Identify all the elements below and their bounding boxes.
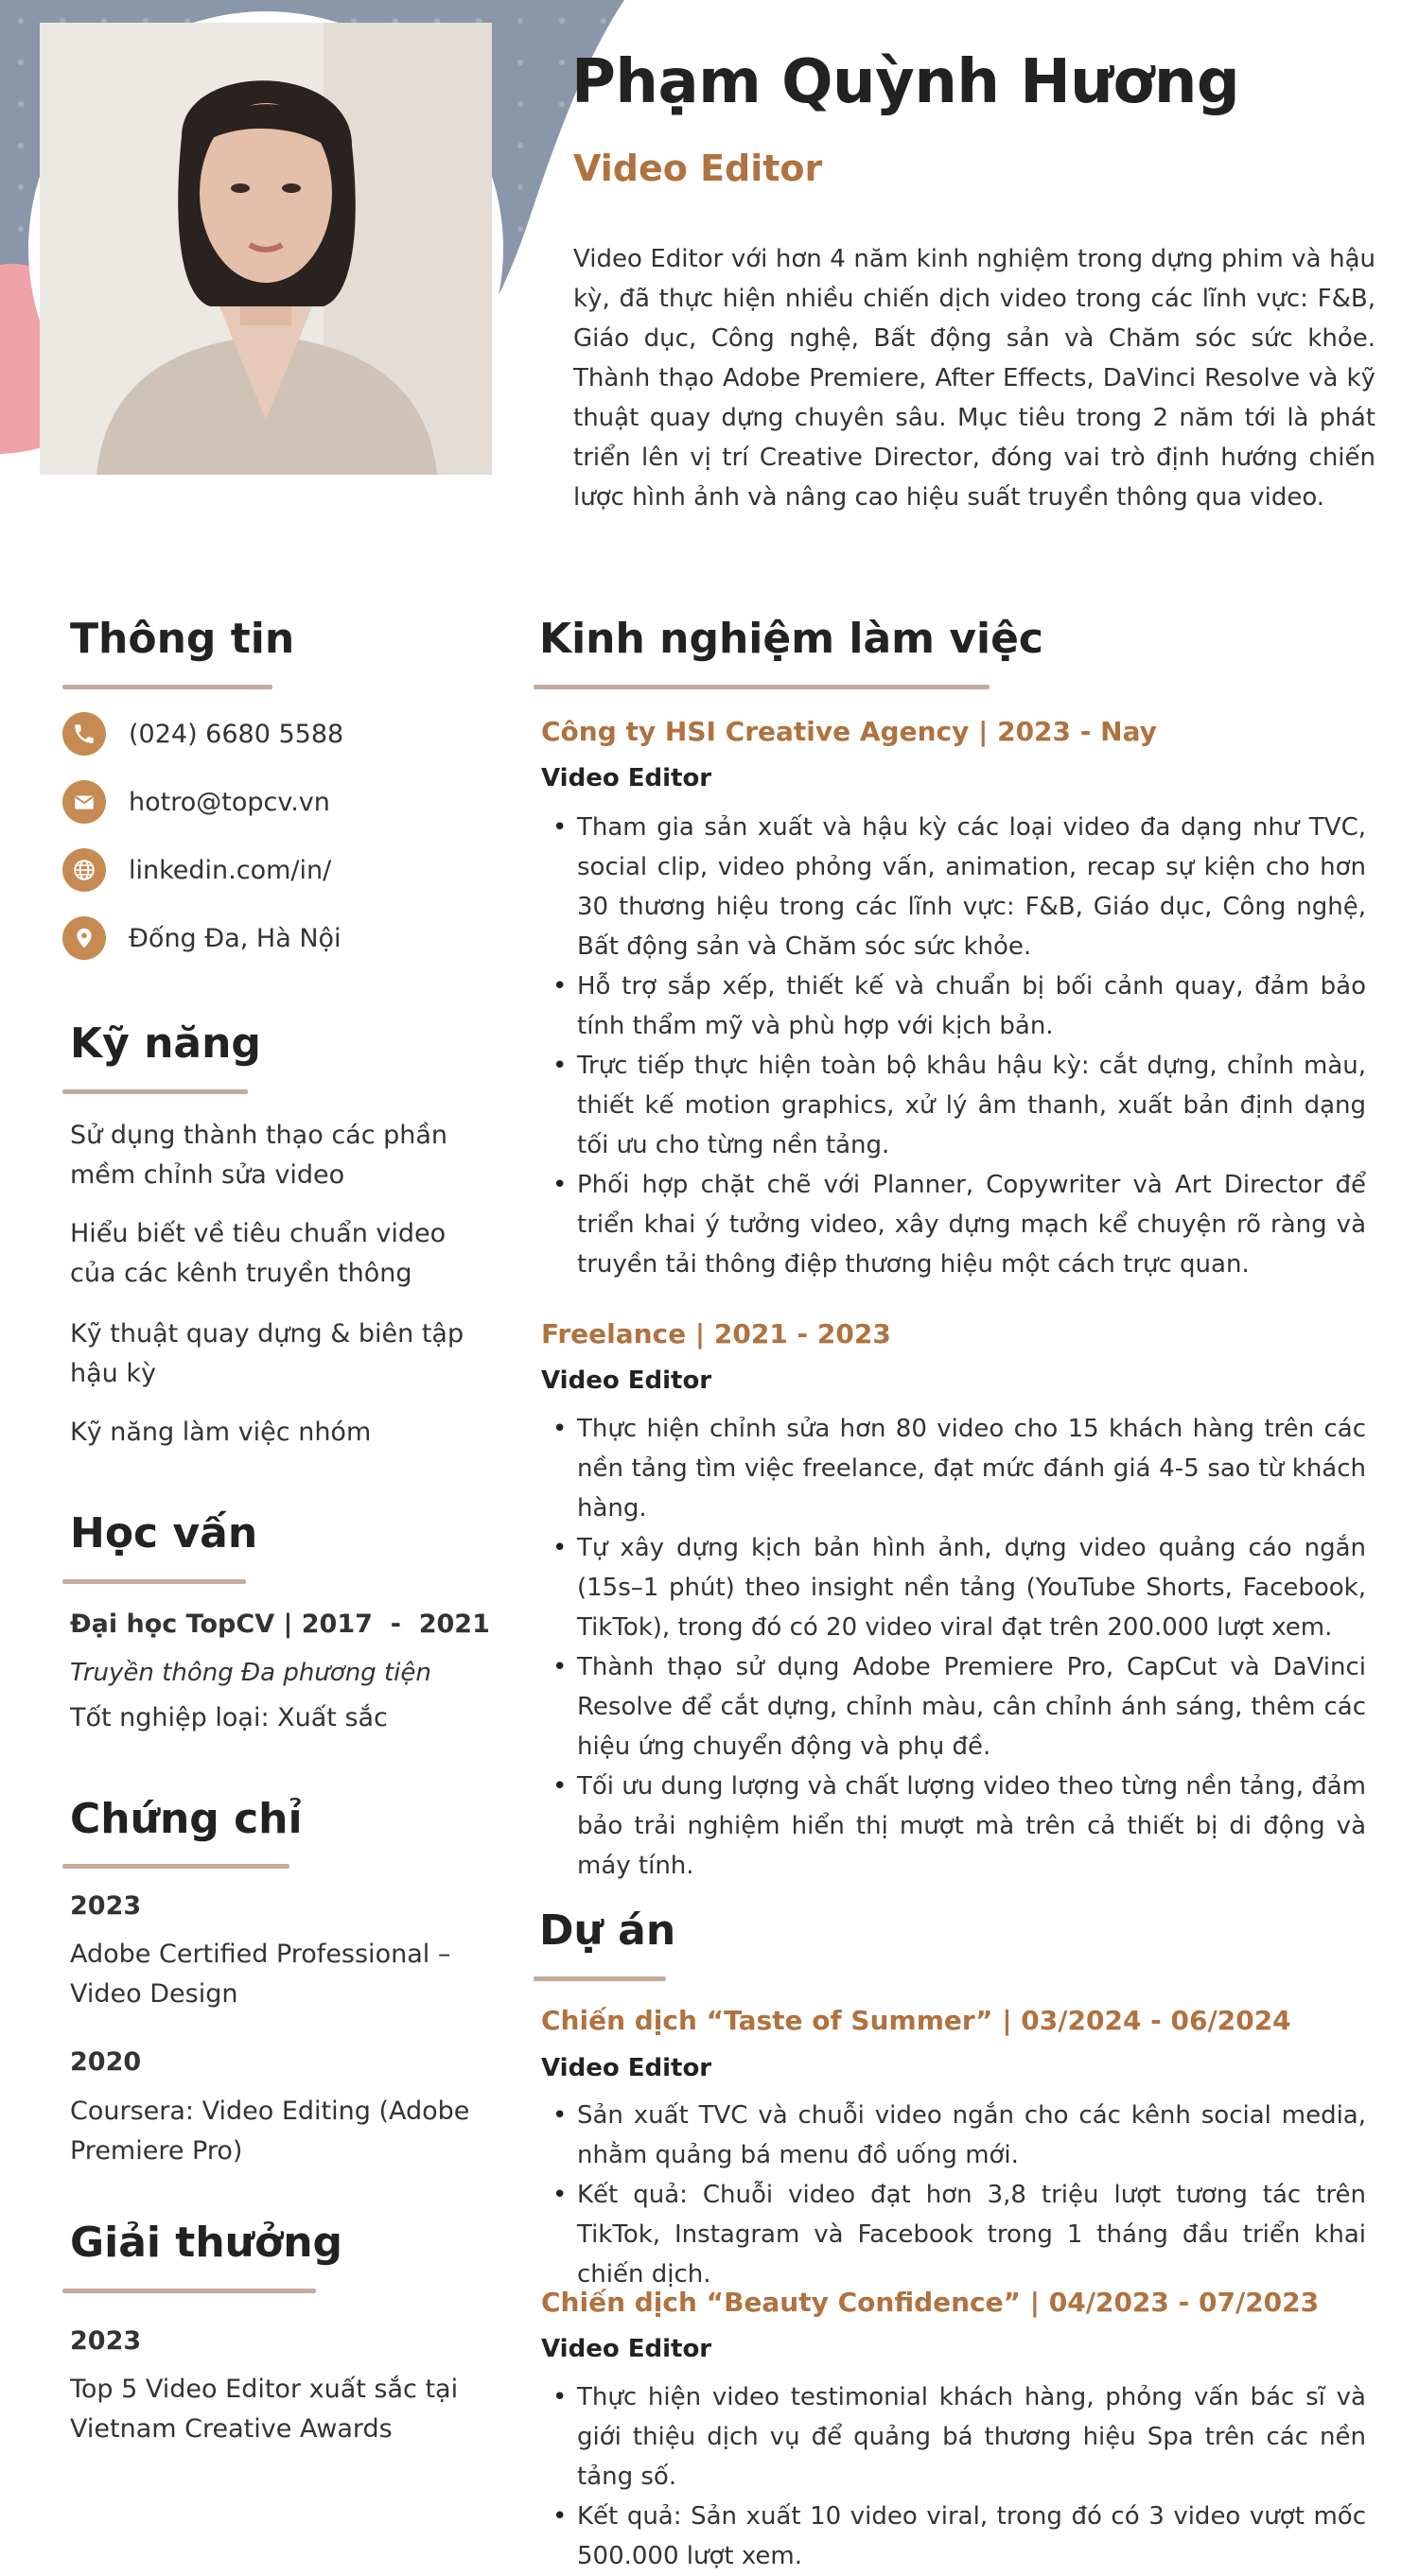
project-heading: Chiến dịch “Taste of Summer” | 03/2024 - 06/2024 [541, 2005, 1291, 2036]
profile-photo [40, 23, 492, 475]
list-item: • Sản xuất TVC và chuỗi video ngắn cho các kênh social media, nhằm quảng bá menu đồ uống mới. [541, 2096, 1366, 2175]
project-bullet-list [541, 2096, 1366, 2294]
project-role: Video Editor [541, 2054, 712, 2082]
job-heading: Công ty HSI Creative Agency | 2023 - Nay [541, 716, 1157, 747]
education-major: Truyền thông Đa phương tiện [70, 1659, 431, 1687]
job-bullet-list [541, 1409, 1366, 1886]
email-icon [62, 780, 106, 824]
contact-phone [62, 712, 343, 756]
globe-icon [62, 848, 106, 892]
section-underline [62, 1579, 246, 1584]
certificate-year: 2023 [70, 1891, 142, 1921]
section-title-info: Thông tin [70, 615, 295, 663]
list-item: • Thành thạo sử dụng Adobe Premiere Pro, CapCut và DaVinci Resolve để cắt dựng, chỉnh màu, cân chỉnh ánh sáng, thêm các hiệu ứng chuyển động và phụ đề. [541, 1647, 1366, 1767]
education-grade: Tốt nghiệp loại: Xuất sắc [70, 1703, 388, 1732]
certificate-name: Coursera: Video Editing (Adobe Premiere Pro) [70, 2097, 470, 2166]
list-item: • Phối hợp chặt chẽ với Planner, Copywriter và Art Director để triển khai ý tưởng video, xây dựng mạch kể chuyện rõ ràng và truyền tải thông điệp thương hiệu một cách trực quan. [541, 1165, 1366, 1284]
skill-item: Sử dụng thành thạo các phần mềm chỉnh sửa video [70, 1121, 448, 1190]
skill-item: Kỹ thuật quay dựng & biên tập hậu kỳ [70, 1319, 464, 1388]
list-item: • Kết quả: Sản xuất 10 video viral, trong đó có 3 video vượt mốc 500.000 lượt xem. [541, 2497, 1366, 2576]
certificate-name: Adobe Certified Professional – Video Design [70, 1940, 451, 2009]
email-text: hotro@topcv.vn [129, 787, 330, 817]
phone-text: (024) 6680 5588 [129, 719, 344, 749]
section-title-certificates: Chứng chỉ [70, 1795, 303, 1843]
education-school: Đại học TopCV | 2017 - 2021 [70, 1610, 490, 1639]
skill-item: Hiểu biết về tiêu chuẩn video của các kênh truyền thông [70, 1219, 447, 1288]
section-underline [534, 1976, 666, 1981]
award-year: 2023 [70, 2326, 142, 2356]
candidate-role: Video Editor [573, 148, 823, 189]
section-underline [62, 2289, 316, 2293]
section-underline [62, 1864, 289, 1869]
project-role: Video Editor [541, 2335, 712, 2363]
skill-item: Kỹ năng làm việc nhóm [70, 1418, 372, 1447]
section-title-awards: Giải thưởng [70, 2219, 343, 2267]
location-pin-icon [62, 916, 106, 960]
section-title-education: Học vấn [70, 1509, 258, 1558]
list-item: • Tối ưu dung lượng và chất lượng video theo từng nền tảng, đảm bảo trải nghiệm hiển thị mượt mà trên cả thiết bị di động và máy tính. [541, 1767, 1366, 1886]
section-underline [534, 685, 990, 689]
project-bullet-list [541, 2377, 1366, 2576]
section-underline [62, 1089, 248, 1094]
list-item: • Kết quả: Chuỗi video đạt hơn 3,8 triệu lượt tương tác trên TikTok, Instagram và Facebook trong 1 tháng đầu triển khai chiến dịch. [541, 2175, 1366, 2294]
list-item: • Thực hiện video testimonial khách hàng, phỏng vấn bác sĩ và giới thiệu dịch vụ để quảng bá thương hiệu Spa trên các nền tảng số. [541, 2377, 1366, 2497]
phone-icon [62, 712, 106, 756]
list-item: • Thực hiện chỉnh sửa hơn 80 video cho 15 khách hàng trên các nền tảng tìm việc freelance, đạt mức đánh giá 4-5 sao từ khách hàng. [541, 1409, 1366, 1528]
list-item: • Tham gia sản xuất và hậu kỳ các loại video đa dạng như TVC, social clip, video phỏng vấn, animation, recap sự kiện cho hơn 30 thương hiệu trong các lĩnh vực: F&B, Giáo dục, Công nghệ, Bất động sản và Chăm sóc sức khỏe. [541, 808, 1366, 966]
list-item: • Tự xây dựng kịch bản hình ảnh, dựng video quảng cáo ngắn (15s–1 phút) theo insight nền tảng (YouTube Shorts, Facebook, TikTok), trong đó có 20 video viral đạt trên 200.000 lượt xem. [541, 1528, 1366, 1647]
list-item: • Hỗ trợ sắp xếp, thiết kế và chuẩn bị bối cảnh quay, đảm bảo tính thẩm mỹ và phù hợp với kịch bản. [541, 966, 1366, 1046]
contact-linkedin[interactable] [62, 848, 331, 892]
section-title-experience: Kinh nghiệm làm việc [539, 615, 1044, 663]
job-bullet-list [541, 808, 1366, 1284]
job-role: Video Editor [541, 1366, 712, 1395]
certificate-year: 2020 [70, 2047, 142, 2077]
list-item: • Trực tiếp thực hiện toàn bộ khâu hậu kỳ: cắt dựng, chỉnh màu, thiết kế motion graphics, xử lý âm thanh, xuất bản định dạng tối ưu cho từng nền tảng. [541, 1046, 1366, 1165]
address-text: Đống Đa, Hà Nội [129, 923, 342, 953]
career-summary: Video Editor với hơn 4 năm kinh nghiệm trong dựng phim và hậu kỳ, đã thực hiện nhiều chiến dịch video trong các lĩnh vực: F&B, Giáo dục, Công nghệ, Bất động sản và Chăm sóc sức khỏe. Thành thạo Adobe Premiere, After Effects, DaVinci Resolve và kỹ thuật quay dựng chuyên sâu. Mục tiêu trong 2 năm tới là phát triển lên vị trí Creative Director, đóng vai trò định hướng chiến lược hình ảnh và nâng cao hiệu suất truyền thông qua video. [573, 245, 1375, 512]
contact-address [62, 916, 342, 960]
job-heading: Freelance | 2021 - 2023 [541, 1318, 891, 1349]
project-heading: Chiến dịch “Beauty Confidence” | 04/2023 - 07/2023 [541, 2287, 1320, 2318]
section-title-projects: Dự án [539, 1906, 676, 1955]
contact-email [62, 780, 330, 824]
candidate-name: Phạm Quỳnh Hương [571, 47, 1240, 117]
section-title-skills: Kỹ năng [70, 1019, 261, 1068]
linkedin-link[interactable]: linkedin.com/in/ [129, 855, 332, 885]
award-name: Top 5 Video Editor xuất sắc tại Vietnam Creative Awards [70, 2375, 459, 2444]
job-role: Video Editor [541, 764, 712, 792]
section-underline [62, 685, 272, 689]
